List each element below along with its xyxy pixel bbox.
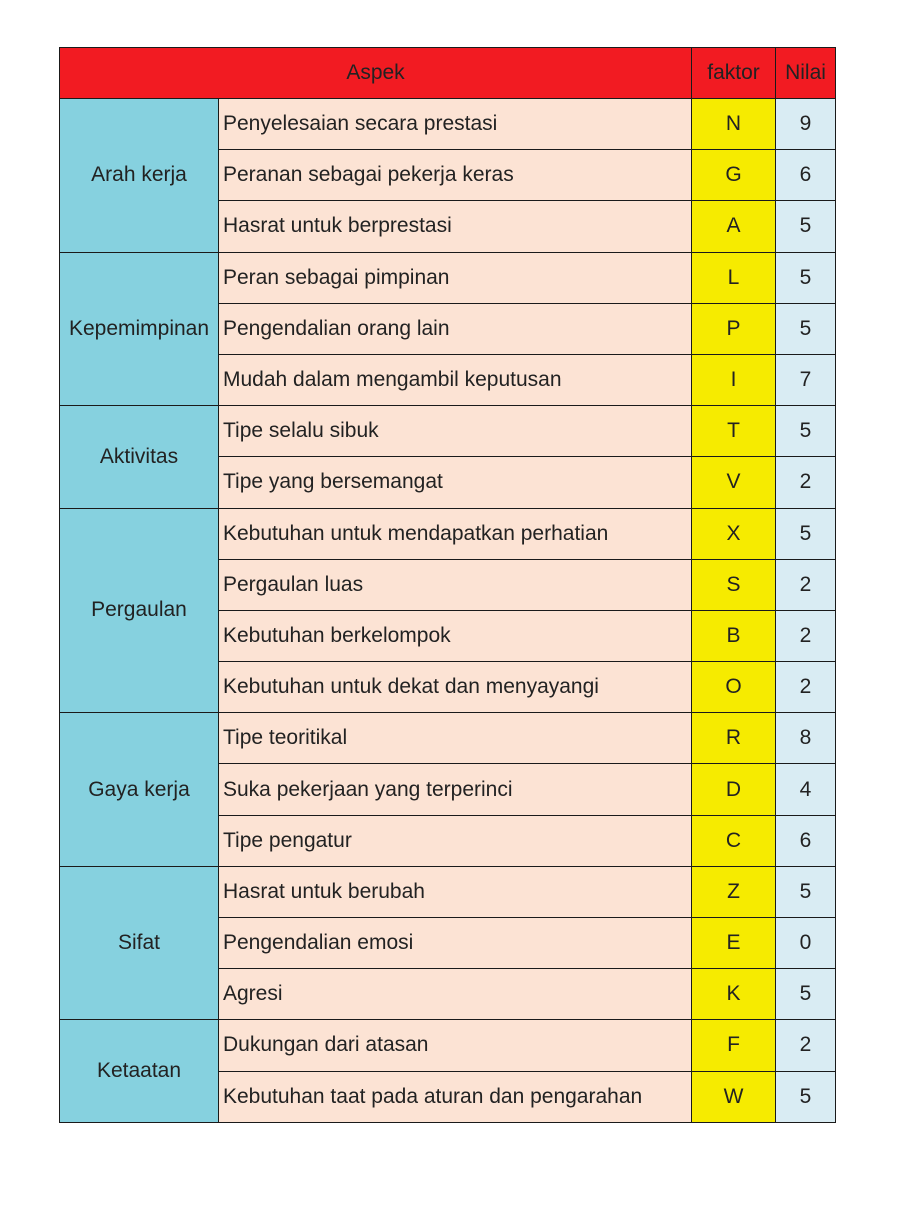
aspect-item: Kebutuhan untuk dekat dan menyayangi	[219, 662, 692, 713]
aspect-item: Peran sebagai pimpinan	[219, 252, 692, 303]
nilai-cell: 6	[776, 150, 836, 201]
nilai-cell: 2	[776, 662, 836, 713]
table-row	[60, 713, 836, 764]
faktor-cell: F	[692, 1020, 776, 1071]
aspect-group: Kepemimpinan	[60, 252, 219, 406]
nilai-cell: 5	[776, 303, 836, 354]
nilai-cell: 4	[776, 764, 836, 815]
table-row	[60, 1020, 836, 1071]
nilai-cell: 5	[776, 866, 836, 917]
faktor-cell: P	[692, 303, 776, 354]
faktor-cell: L	[692, 252, 776, 303]
aspect-item: Kebutuhan berkelompok	[219, 610, 692, 661]
faktor-cell: A	[692, 201, 776, 252]
faktor-cell: E	[692, 918, 776, 969]
aspect-item: Pengendalian emosi	[219, 918, 692, 969]
faktor-cell: X	[692, 508, 776, 559]
header-row	[60, 48, 836, 99]
aspect-group: Gaya kerja	[60, 713, 219, 867]
header-aspek: Aspek	[60, 48, 692, 99]
aspect-item: Tipe selalu sibuk	[219, 406, 692, 457]
aspect-table	[59, 47, 836, 1123]
faktor-cell: K	[692, 969, 776, 1020]
aspect-item: Dukungan dari atasan	[219, 1020, 692, 1071]
faktor-cell: T	[692, 406, 776, 457]
aspect-item: Mudah dalam mengambil keputusan	[219, 354, 692, 405]
aspect-item: Peranan sebagai pekerja keras	[219, 150, 692, 201]
nilai-cell: 5	[776, 252, 836, 303]
aspect-group: Sifat	[60, 866, 219, 1020]
aspect-group: Arah kerja	[60, 99, 219, 253]
aspect-item: Kebutuhan taat pada aturan dan pengarahan	[219, 1071, 692, 1122]
nilai-cell: 2	[776, 610, 836, 661]
faktor-cell: D	[692, 764, 776, 815]
table-row	[60, 99, 836, 150]
faktor-cell: V	[692, 457, 776, 508]
nilai-cell: 2	[776, 559, 836, 610]
nilai-cell: 5	[776, 201, 836, 252]
table-row	[60, 508, 836, 559]
aspect-group: Aktivitas	[60, 406, 219, 508]
aspect-item: Tipe pengatur	[219, 815, 692, 866]
faktor-cell: W	[692, 1071, 776, 1122]
table-row	[60, 866, 836, 917]
nilai-cell: 0	[776, 918, 836, 969]
aspect-group: Pergaulan	[60, 508, 219, 713]
nilai-cell: 2	[776, 457, 836, 508]
aspect-item: Pengendalian orang lain	[219, 303, 692, 354]
aspect-item: Kebutuhan untuk mendapatkan perhatian	[219, 508, 692, 559]
nilai-cell: 2	[776, 1020, 836, 1071]
nilai-cell: 7	[776, 354, 836, 405]
aspect-item: Hasrat untuk berubah	[219, 866, 692, 917]
nilai-cell: 6	[776, 815, 836, 866]
faktor-cell: I	[692, 354, 776, 405]
faktor-cell: Z	[692, 866, 776, 917]
nilai-cell: 5	[776, 406, 836, 457]
faktor-cell: R	[692, 713, 776, 764]
aspect-item: Penyelesaian secara prestasi	[219, 99, 692, 150]
header-faktor: faktor	[692, 48, 776, 99]
nilai-cell: 8	[776, 713, 836, 764]
aspect-item: Hasrat untuk berprestasi	[219, 201, 692, 252]
table-body	[60, 99, 836, 1123]
aspect-item: Agresi	[219, 969, 692, 1020]
table-row	[60, 252, 836, 303]
nilai-cell: 5	[776, 969, 836, 1020]
faktor-cell: B	[692, 610, 776, 661]
table-row	[60, 406, 836, 457]
faktor-cell: G	[692, 150, 776, 201]
aspect-item: Suka pekerjaan yang terperinci	[219, 764, 692, 815]
aspect-item: Tipe teoritikal	[219, 713, 692, 764]
faktor-cell: S	[692, 559, 776, 610]
faktor-cell: C	[692, 815, 776, 866]
aspect-item: Tipe yang bersemangat	[219, 457, 692, 508]
header-nilai: Nilai	[776, 48, 836, 99]
faktor-cell: N	[692, 99, 776, 150]
nilai-cell: 9	[776, 99, 836, 150]
nilai-cell: 5	[776, 1071, 836, 1122]
aspect-group: Ketaatan	[60, 1020, 219, 1122]
faktor-cell: O	[692, 662, 776, 713]
nilai-cell: 5	[776, 508, 836, 559]
aspect-item: Pergaulan luas	[219, 559, 692, 610]
